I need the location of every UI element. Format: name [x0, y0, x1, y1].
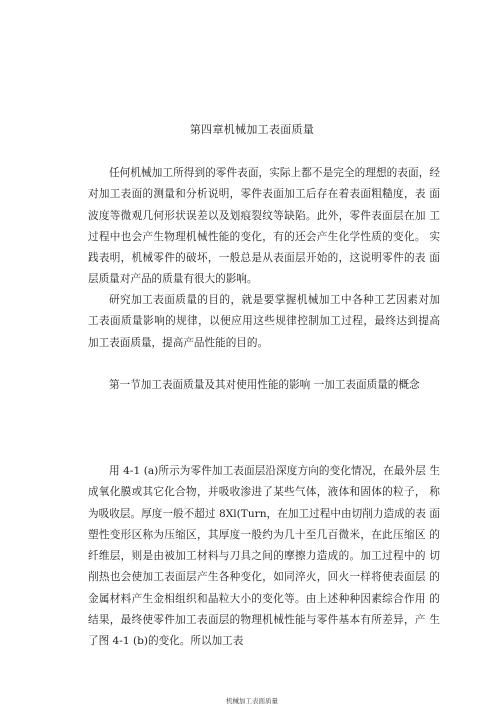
chapter-title: 第四章机械加工表面质量 [189, 123, 315, 136]
paragraph-purpose: 研究加工表面质量的目的，就是要掌握机械加工中各种工艺因素对加 工表面质量影响的规律，以便应用这些规律控制加工过程，最终达到提高 加工表面质量，提高产品性能的目的。 [88, 294, 440, 349]
page-footer: 机械加工表面质量 [226, 697, 278, 705]
section-heading-paragraph: 第一节加工表面质量及其对使用性能的影响 一加工表面质量的概念 [109, 379, 420, 391]
paragraph-intro: 任何机械加工所得到的零件表面，实际上都不是完全的理想的表面，经对加工表面的测量和分析说明，零件表面加工后存在着表面粗糙度，表 面波度等微观几何形状误差以及划痕裂纹等缺陷。此外，零件表面层在加 工过程中也会产生物理机械性能的变化，有的还会产生化学性质的变化。 实践表明，机械零件的破坏，一般总是从表面层开始的，这说明零件的表 面层质量对产品的质量有很大的影响。 [88, 167, 440, 286]
paragraph-surface-layer: 用 4-1 (a)所示为零件加工表面层沿深度方向的变化情况，在最外层 生成氧化膜或其它化合物，并吸收渗进了某些气体，液体和固体的粒子， 称为吸收层。厚度一般不超过 8Xl(Turn，在加工过程中由切削力造成的表 面塑性变形区称为压缩区，其厚度一般约为几十至几百微米，在此压缩区 的纤维层，则是由被加工材料与刀具之间的摩擦力造成的。加工过程中的 切削热也会使加工表面层产生各种变化，如同淬火，回火一样将使表面层 的金属材料产生金相组织和晶粒大小的变化等。由上述种种因素综合作用 的结果，最终使零件加工表面层的物理机械性能与零件基本有所差异，产 生了图 4-1 (b)的变化。所以加工表 [88, 465, 440, 648]
